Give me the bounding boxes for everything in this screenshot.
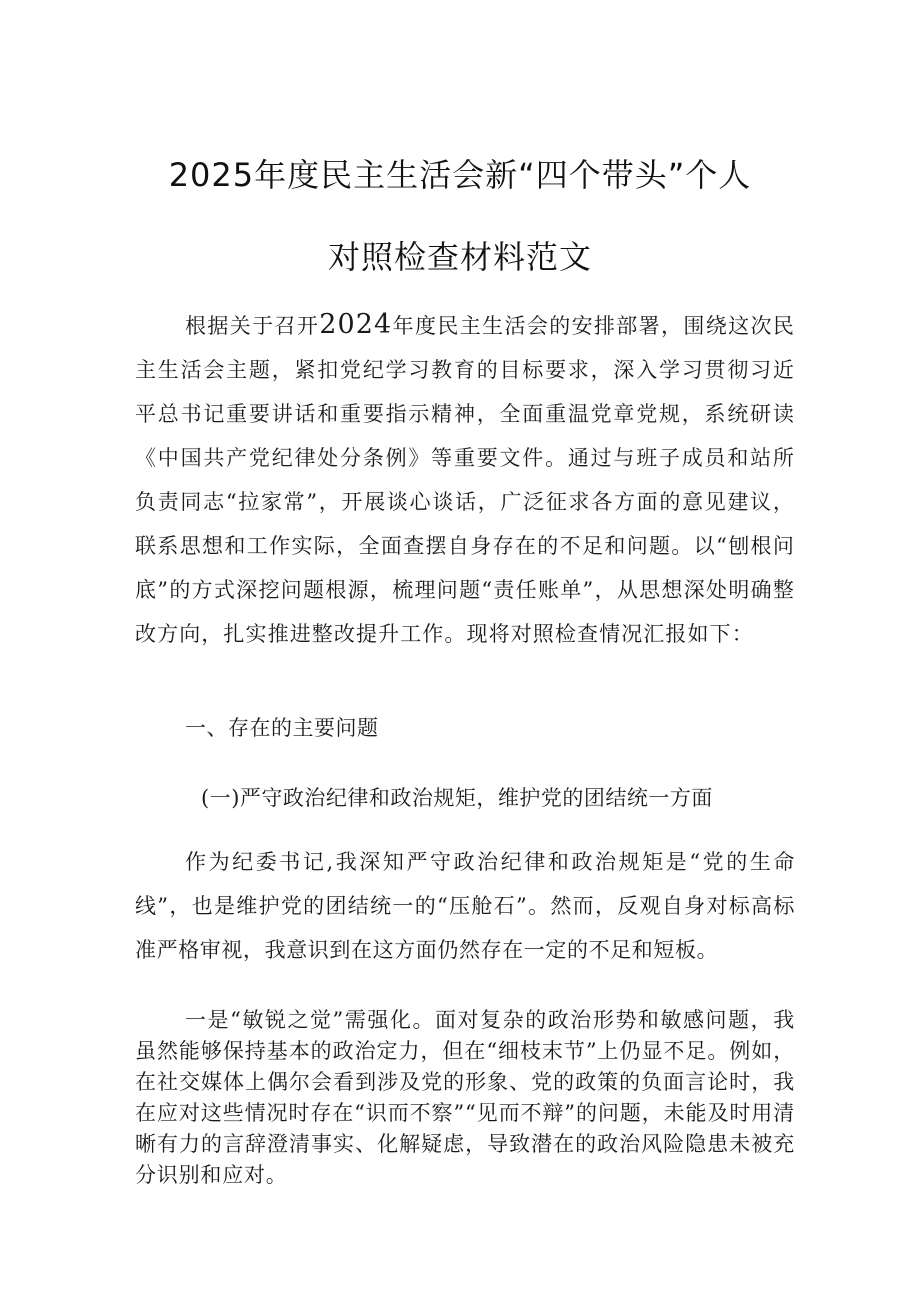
document-title-line-2: 对照检查材料范文 (327, 238, 592, 276)
section-heading: 一、存在的主要问题 (185, 716, 379, 740)
intro-text-rest: 年度民主生活会的安排部署，围绕这次民主生活会主题，紧扣党纪学习教育的目标要求，深入学习贯彻习近平总书记重要讲话和重要指示精神，全面重温党章党规，系统研读《中国共产党纪律处分条例》等重要文件。通过与班子成员和站所负责同志“拉家常”，开展谈心谈话，广泛征求各方面的意见建议，联系思想和工作实际，全面查摆自身存在的不足和问题。以“刨根问底”的方式深挖问题根源，梳理问题“责任账单”，从思想深处明确整改方向，扎实推进整改提升工作。现将对照检查情况汇报如下： (135, 314, 795, 646)
subsection-heading: (一)严守政治纪律和政治规矩，维护党的团结统一方面 (201, 786, 713, 810)
body-paragraph-1: 作为纪委书记,我深知严守政治纪律和政治规矩是“党的生命线”，也是维护党的团结统一的“压舱石”。然而，反观自身对标高标准严格审视，我意识到在这方面仍然存在一定的不足和短板。 (135, 850, 795, 962)
intro-paragraph (135, 303, 795, 656)
body-paragraph-2: 一是“敏锐之觉”需强化。面对复杂的政治形势和敏感问题，我虽然能够保持基本的政治定力，但在“细枝末节”上仍显不足。例如，在社交媒体上偶尔会看到涉及党的形象、党的政策的负面言论时，我在应对这些情况时存在“识而不察”“见而不辩”的问题，未能及时用清晰有力的言辞澄清事实、化解疑虑，导致潜在的政治风险隐患未被充分识别和应对。 (135, 1008, 795, 1187)
intro-year: 2024 (319, 309, 393, 340)
intro-text-start: 根据关于召开 (185, 314, 320, 338)
document-title-line-1: 2025年度民主生活会新“四个带头”个人 (168, 156, 752, 194)
